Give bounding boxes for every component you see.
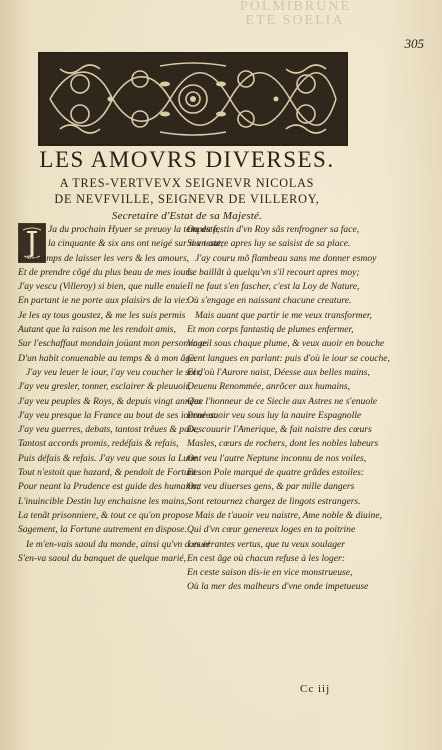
verse-line: J'ay couru mõ flambeau sans me donner esmoy [195,252,377,264]
dedication-subtitle: Secretaire d'Estat de sa Majesté. [111,210,263,222]
verse-line: Mais de t'auoir veu naistre, Ame noble & diuine, [195,509,382,521]
verse-line: Et mon corps fantastiq de plumes enfermer, [187,324,354,336]
verse-line: Qui d'vn cœur genereux loges en ta poitrine [187,524,356,536]
verse-line: Ont veu diuerses gens, & par mille dangers [187,481,355,493]
verse-line: J'ay veu gresler, tonner, esclairer & pleuuoir, [18,381,191,393]
dedication-line: DE NEVFVILLE, SEIGNEVR DE VILLEROY, [54,192,320,206]
verse-line: Sont retournez chargez de lingots estrangers. [187,495,361,507]
page-title: LES AMOVRS DIVERSES. [39,147,335,172]
verse-line: Mais auant que partir ie me veux transformer, [195,309,372,321]
text-column-left [18,223,224,683]
verse-line: En partant ie ne porte aux plaisirs de la vie: [18,295,189,307]
verse-line: Ou du festin d'vn Roy sãs renfrogner sa face, [187,224,360,235]
page-number: 305 [404,36,424,51]
verse-line: J'ay veu peuples & Roys, & depuis vingt années [18,395,203,407]
verse-line: Le baillãt à quelqu'vn s'il recourt apres moy; [187,266,360,278]
verse-line: Masles, cœurs de rochers, dont les nobles labeurs [187,438,379,450]
verse-line: En cest âge où chacun refuse à les loger: [187,552,345,564]
verse-line: J'ay vescu (Villeroy) si bien, que nulle enuie [18,281,187,293]
signature-mark: Cc iij [300,683,331,695]
verse-line: Vn œil sous chaque plume, & veux auoir en bouche [187,338,385,350]
verse-line: Et son Pole marqué de quatre grãdes estoiles: [187,467,365,479]
verse-line: Ont veu l'autre Neptune inconnu de nos voiles, [187,452,367,464]
verse-line: Il est temps de laisser les vers & les amours, [18,252,190,264]
verse-line: Tout n'estoit que hazard, & pendoit de Fortune. [18,467,201,479]
verse-line: Cent langues en parlant: puis d'où le iour se couche, [187,352,390,364]
verse-line: Il ne faut s'en fascher, c'est la Loy de Nature, [187,281,360,293]
bleed-through-line: POLMIBRUNE [240,0,352,14]
verse-line: J'ay veu presque la France au bout de ses iournées: [18,409,218,421]
verse-line: Pour auoir veu sous luy la nauire Espagnolle [187,409,362,421]
verse-line: Je les ay tous goustez, & me les suis permis [18,309,186,321]
verse-line: Que l'honneur de ce Siecle aux Astres ne s'enuole [187,395,378,407]
verse-line: Et d'où l'Aurore naist, Déesse aux belles mains, [187,366,370,378]
verse-line: Descouurir l'Amerique, & fait naistre des cœurs [187,424,372,436]
dedication-line: A TRES-VERTVEVX SEIGNEVR NICOLAS [59,176,315,190]
verse-line: Ie m'en-vais saoul du monde, ainsi qu'vn conuié [26,538,211,550]
verse-line: Deuenu Renommée, anrõcer aux humains, [187,381,351,393]
verse-line: J'ay veu guerres, debats, tantost trêues & paix, [18,424,199,436]
text-column-right [187,223,390,683]
verse-line: Où la mer des malheurs d'vne onde impetueuse [187,581,369,593]
verse-line: Pour neant la Prudence est guide des humains; [18,481,200,493]
verse-line: La tenãt prisonniere, & tout ce qu'on propose [18,509,194,521]
verse-line: L'inuincible Destin luy enchaisne les mains, [18,495,187,507]
verse-line: S'en-va saoul du banquet de quelque marié, [18,552,187,564]
verse-line: Tantost accords promis, redéfais & refais, [18,438,179,450]
verse-line: Ja du prochain Hyuer se preuoy la tempeste, [48,224,220,235]
ornamental-headpiece [38,52,348,146]
bleed-through-line: ETE SOELIA [245,13,345,28]
verse-line: Autant que la raison me les rendoit amis, [18,324,176,336]
verse-line: Sur l'eschaffaut mondain joüant mon personnage [18,338,207,350]
verse-line: Et de prendre cõgé du plus beau de mes iours. [18,266,196,278]
verse-line: Si vn autre apres luy se saisist de sa place. [187,238,351,250]
verse-line: Puis défais & refais. J'ay veu que sous la Lune [18,452,198,464]
bleed-through-text [240,0,350,34]
verse-line: Sagement, la Fortune autrement en dispose. [18,524,187,536]
verse-line: Où s'engage en naissant chacune creature. [187,295,352,307]
verse-line: la cinquante & six ans ont neigé sur ma teste, [48,238,224,250]
verse-line: D'un habit conuenable au temps & à mon âge. [18,352,197,364]
verse-line: Les errantes vertus, que tu veux soulager [187,538,346,550]
verse-line: En ceste saison dis-ie en vice monstrueuse, [187,567,353,579]
verse-line: J'ay veu leuer le iour, i'ay veu coucher le soir, [26,366,202,378]
